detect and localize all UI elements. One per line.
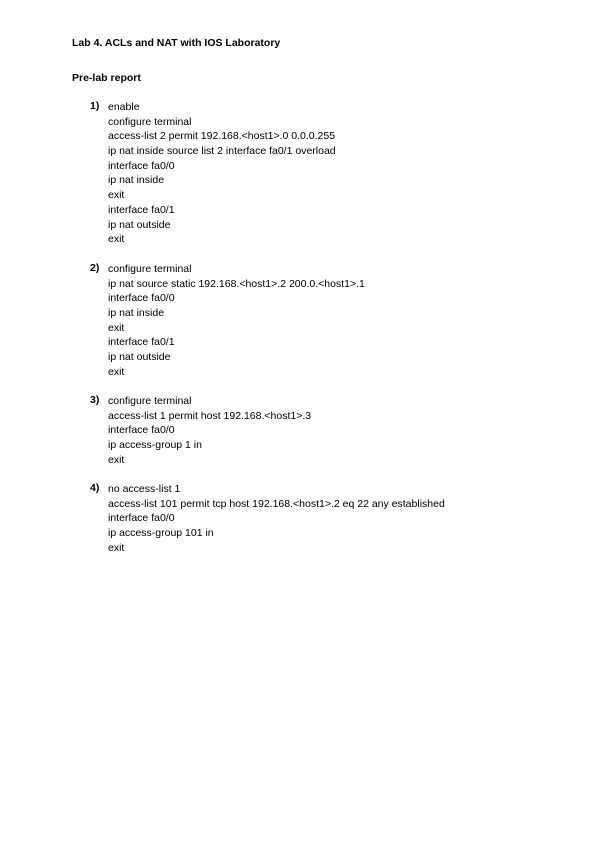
section-heading: Pre-lab report: [72, 72, 141, 84]
command-line: ip access-group 1 in: [108, 439, 202, 452]
command-line: interface fa0/1: [108, 336, 175, 349]
command-line: exit: [108, 321, 125, 334]
command-line: ip nat inside: [108, 307, 165, 320]
command-line: no access-list 1: [108, 483, 181, 495]
command-line: exit: [108, 453, 125, 466]
item-number: 2): [90, 262, 100, 274]
command-line: exit: [108, 365, 125, 378]
command-line: exit: [108, 189, 125, 202]
item-number: 3): [90, 394, 100, 406]
command-line: interface fa0/1: [108, 203, 175, 216]
item-number: 4): [90, 482, 100, 494]
command-line: enable: [108, 101, 140, 113]
command-line: configure terminal: [108, 263, 192, 275]
command-line: interface fa0/0: [108, 159, 175, 172]
command-line: exit: [108, 233, 125, 246]
item-number: 1): [90, 100, 100, 112]
command-block: [108, 100, 336, 247]
command-line: ip nat inside source list 2 interface fa0/1 overload: [108, 145, 336, 158]
command-line: access-list 101 permit tcp host 192.168.<host1>.2 eq 22 any established: [108, 497, 445, 510]
command-block: [108, 394, 311, 467]
command-line: exit: [108, 541, 125, 554]
command-block: [108, 262, 365, 380]
command-line: interface fa0/0: [108, 512, 175, 525]
command-block: [108, 482, 445, 555]
command-line: interface fa0/0: [108, 292, 175, 305]
command-line: access-list 1 permit host 192.168.<host1>.3: [108, 409, 312, 422]
command-line: ip access-group 101 in: [108, 527, 214, 540]
command-line: access-list 2 permit 192.168.<host1>.0 0.0.0.255: [108, 130, 336, 143]
command-line: ip nat source static 192.168.<host1>.2 200.0.<host1>.1: [108, 277, 365, 290]
command-line: configure terminal: [108, 115, 192, 128]
command-line: ip nat outside: [108, 218, 171, 231]
command-line: interface fa0/0: [108, 424, 175, 437]
command-line: configure terminal: [108, 395, 192, 407]
command-line: ip nat inside: [108, 174, 165, 187]
document-title: Lab 4. ACLs and NAT with IOS Laboratory: [72, 37, 281, 49]
command-line: ip nat outside: [108, 351, 171, 364]
